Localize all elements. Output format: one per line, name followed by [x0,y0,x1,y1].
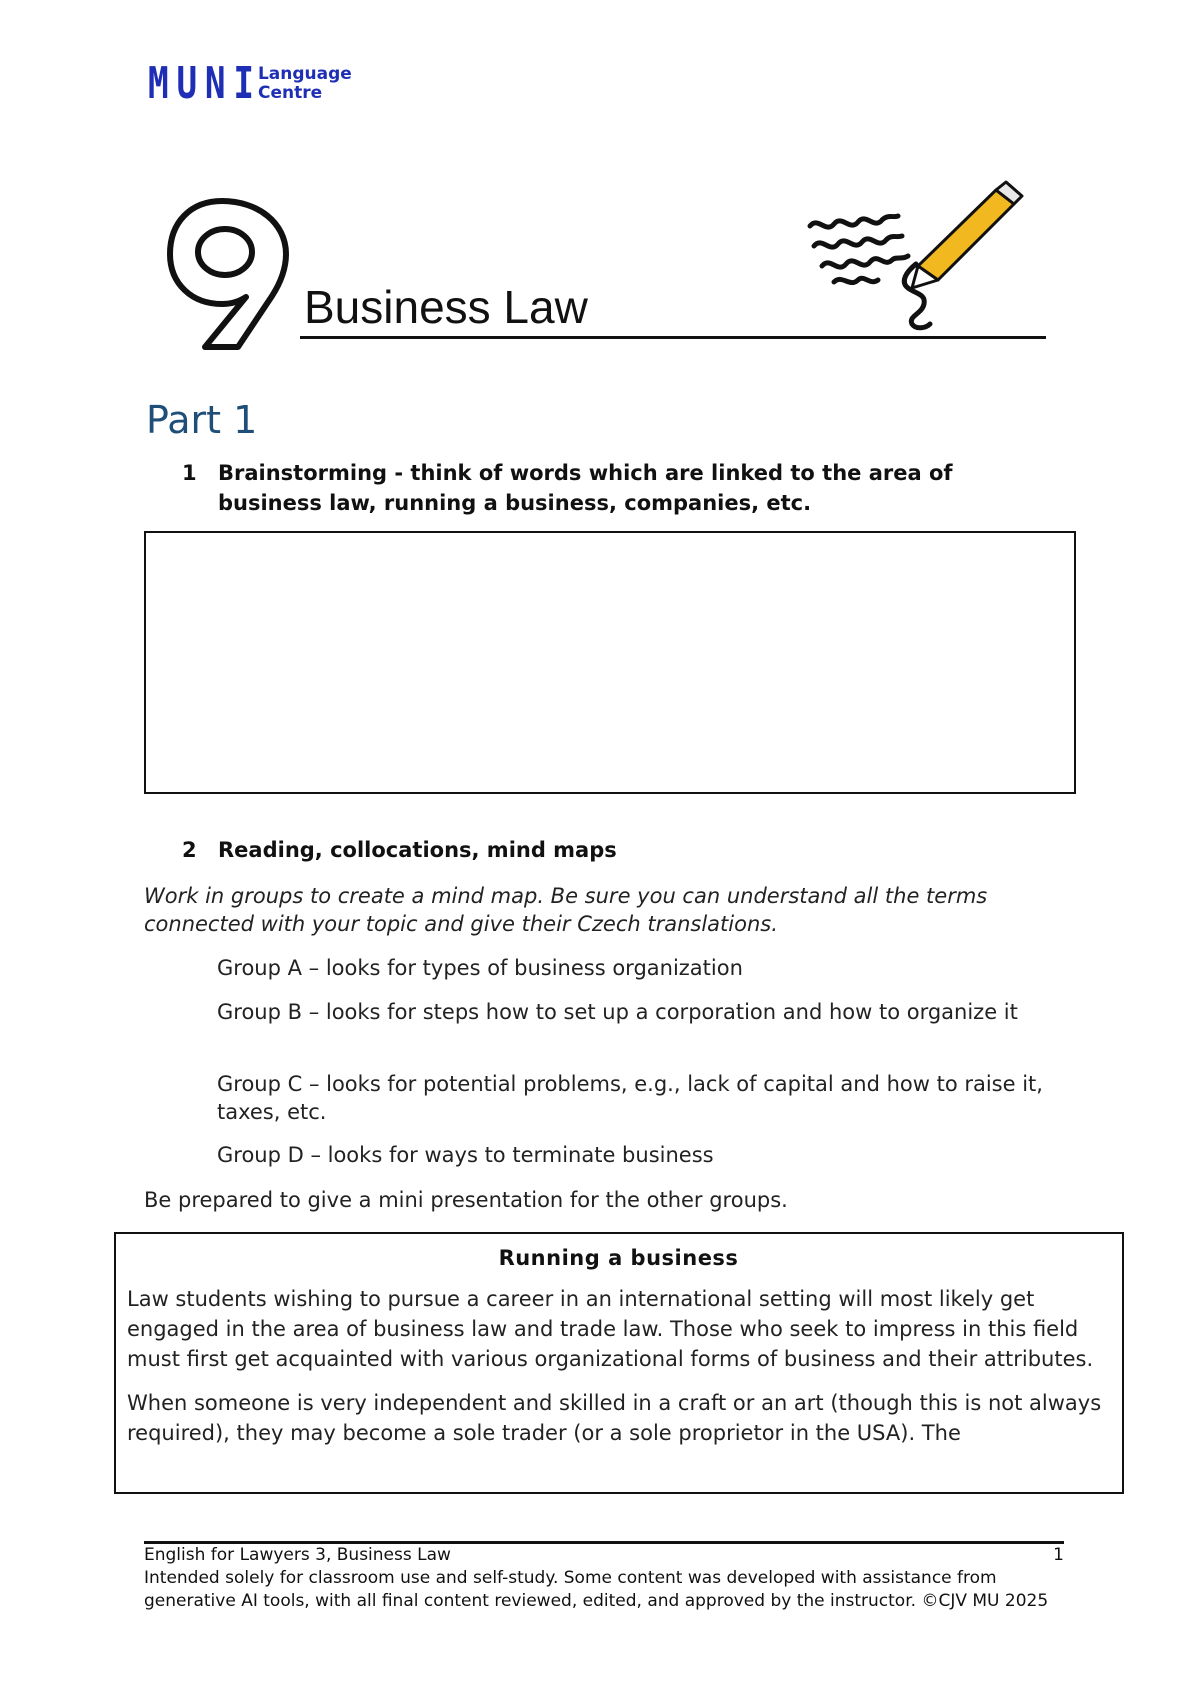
chapter-title: Business Law [304,281,588,333]
task-2-text: Reading, collocations, mind maps [218,838,617,862]
group-item: Group C – looks for potential problems, e.g., lack of capital and how to raise it, taxes, etc. [217,1072,1043,1124]
reading-title: Running a business [498,1246,739,1270]
brainstorming-answer-box[interactable] [144,531,1076,794]
chapter-number-graphic [160,196,290,356]
logo-muni-text: MUNI [148,58,262,109]
reading-paragraph: When someone is very independent and skilled in a craft or an art (though this is not always required), they may become a sole trader (or a sole proprietor in the USA). The [127,1391,1102,1445]
presentation-note: Be prepared to give a mini presentation for the other groups. [144,1188,788,1212]
group-instructions: Work in groups to create a mind map. Be sure you can understand all the terms connected with your topic and give their Czech translations. [144,884,988,936]
reading-paragraph: Law students wishing to pursue a career in an international setting will most likely get engaged in the area of business law and trade law. Those who seek to impress in this field must first get acquainted with various organizational forms of business and their attributes. [127,1287,1094,1371]
page-number: 1 [1053,1545,1064,1565]
logo-centre-text: Centre [257,82,323,103]
footer-notice: Intended solely for classroom use and self-study. Some content was developed with assistance from generative AI tools, with all final content reviewed, edited, and approved by the instructor. ©CJV MU 2025 [144,1568,1049,1611]
logo-language-text: Language [257,63,352,84]
part-heading: Part 1 [146,398,258,442]
group-item: Group A – looks for types of business organization [217,956,743,980]
task-1-text: Brainstorming - think of words which are linked to the area of business law, running a business, companies, etc. [218,461,953,515]
reading-text-box [114,1232,1124,1494]
group-item: Group B – looks for steps how to set up a corporation and how to organize it [217,1000,1018,1024]
task-2-heading [182,835,1018,865]
chapter-number-text: 9 [160,196,161,197]
logo-language-centre [258,65,352,103]
page-footer [144,1544,1064,1613]
task-1-number: 1 [182,461,197,485]
pen-writing-icon [800,168,1040,342]
group-item: Group D – looks for ways to terminate business [217,1143,714,1167]
task-1-heading [182,458,1018,518]
task-2-number: 2 [182,838,197,862]
footer-course: English for Lawyers 3, Business Law [144,1545,451,1565]
muni-logo [148,58,352,109]
